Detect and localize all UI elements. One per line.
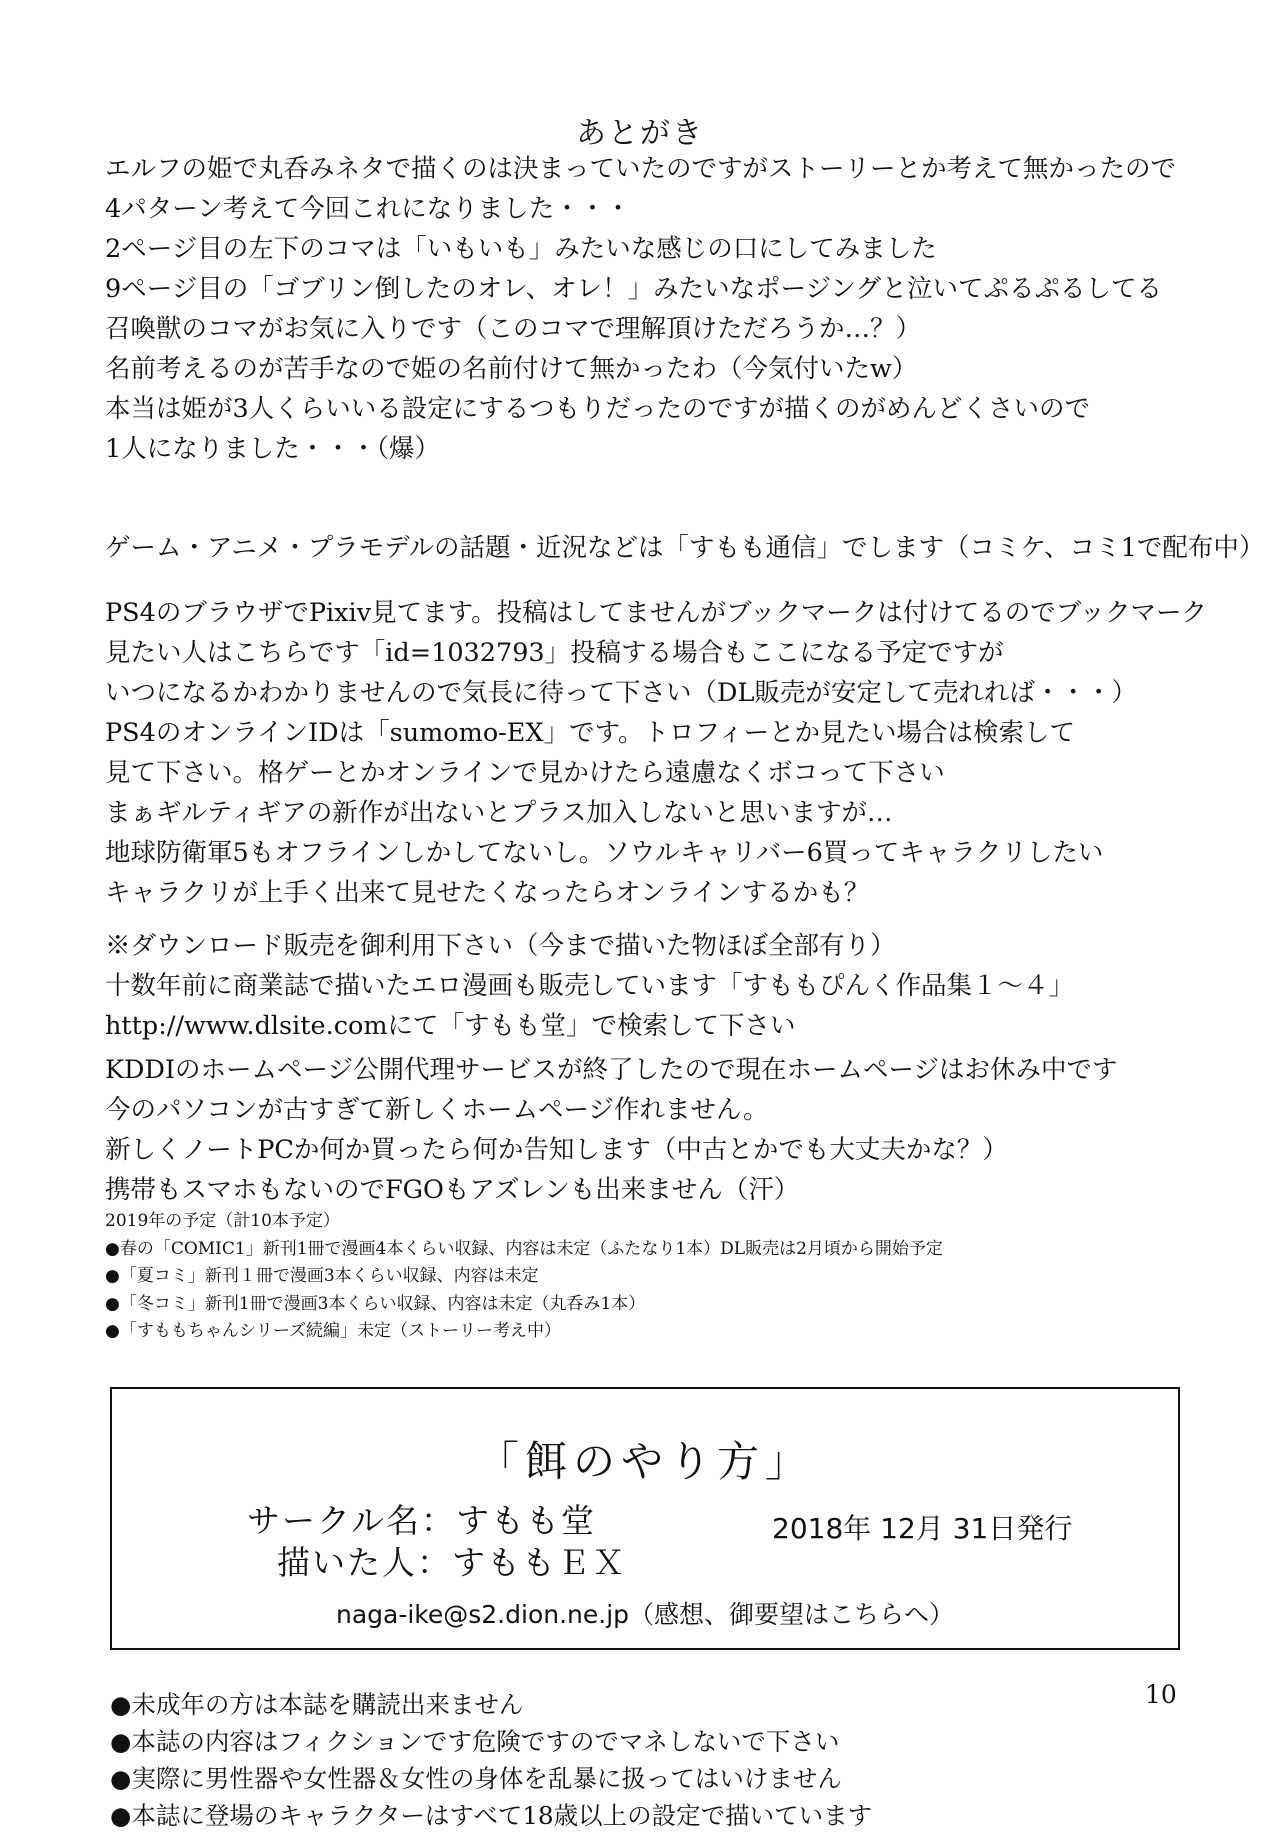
text-line: まぁギルティギアの新作が出ないとプラス加入しないと思いますが… (105, 798, 893, 828)
text-line: いつになるかわかりませんので気長に待って下さい（DL販売が安定して売れれば・・・） (105, 678, 1137, 708)
schedule-item: ●「すももちゃんシリーズ続編」未定（ストーリー考え中） (105, 1321, 561, 1341)
text-line: 召喚獣のコマがお気に入りです（このコマで理解頂けただろうか…？） (105, 314, 922, 344)
text-line: 1人になりました・・・（爆） (105, 434, 440, 464)
schedule-item: ●「冬コミ」新刊1冊で漫画3本くらい収録、内容は未定（丸呑み1本） (105, 1293, 646, 1314)
text-line: 十数年前に商業誌で描いたエロ漫画も販売しています「すももぴんく作品集１～４」 (105, 971, 1075, 1001)
text-line: キャラクリが上手く出来て見せたくなったらオンラインするかも？ (105, 878, 870, 908)
notice-list (110, 1686, 1010, 1834)
text-line: 見て下さい。格ゲーとかオンラインで見かけたら遠慮なくボコって下さい (105, 758, 945, 788)
text-line: 見たい人はこちらです「id=1032793」投稿する場合もここになる予定ですが (105, 638, 1004, 668)
notice-item: ●実際に男性器や女性器＆女性の身体を乱暴に扱ってはいけません (110, 1764, 842, 1793)
text-line: エルフの姫で丸呑みネタで描くのは決まっていたのですがストーリーとか考えて無かったので (105, 154, 1177, 184)
schedule-item: ●「夏コミ」新刊１冊で漫画3本くらい収録、内容は未定 (105, 1266, 539, 1286)
colophon-box (110, 1387, 1180, 1650)
schedule-list (105, 1208, 1225, 1346)
text-line: KDDIのホームページ公開代理サービスが終了したので現在ホームページはお休み中です (105, 1055, 1118, 1085)
text-line: PS4のブラウザでPixiv見てます。投稿はしてませんがブックマークは付けてるのでブックマーク (105, 598, 1207, 628)
hobbies-paragraph (105, 528, 1265, 568)
circle-name: サークル名：すもも堂 (247, 1501, 597, 1540)
text-line: 新しくノートPCか何か買ったら何か告知します（中古とかでも大丈夫かな？） (105, 1135, 1008, 1165)
text-line: 4パターン考えて今回これになりました・・・ (105, 194, 631, 224)
afterword-paragraph (105, 149, 1225, 469)
text-line: 今のパソコンが古すぎて新しくホームページ作れません。 (105, 1095, 769, 1125)
notice-item: ●未成年の方は本誌を購読出来ません (110, 1690, 524, 1719)
ps4-paragraph (105, 713, 1225, 913)
book-title: 「餌のやり方」 (476, 1437, 813, 1486)
text-line: ※ダウンロード販売を御利用下さい（今まで描いた物ほぼ全部有り） (105, 931, 896, 961)
schedule-heading: 2019年の予定（計10本予定） (105, 1211, 340, 1231)
notice-item: ●本誌に登場のキャラクターはすべて18歳以上の設定で描いています (110, 1801, 873, 1830)
text-line: 9ページ目の「ゴブリン倒したのオレ、オレ！」みたいなポージングと泣いてぷるぷるしてる (105, 274, 1163, 304)
schedule-item: ●春の「COMIC1」新刊1冊で漫画4本くらい収録、内容は未定（ふたなり1本）DL販売は2月頃から開始予定 (105, 1238, 943, 1259)
text-line: 地球防衛軍5もオフラインしかしてないし。ソウルキャリバー6買ってキャラクリしたい (105, 838, 1104, 868)
page-title: あとがき (576, 116, 704, 151)
page-number: 10 (1145, 1680, 1177, 1709)
homepage-paragraph (105, 1050, 1225, 1210)
download-paragraph (105, 926, 1225, 1046)
publish-date: 2018年 12月 31日発行 (772, 1512, 1073, 1545)
text-line: PS4のオンラインIDは「sumomo-EX」です。トロフィーとか見たい場合は検索して (105, 718, 1075, 748)
text-line: 携帯もスマホもないのでFGOもアズレンも出来ません（汗） (105, 1175, 800, 1205)
text-line: 名前考えるのが苦手なので姫の名前付けて無かったわ（今気付いたw） (105, 354, 918, 384)
contact-email: naga-ike@s2.dion.ne.jp（感想、御要望はこちらへ） (335, 1600, 955, 1629)
notice-item: ●本誌の内容はフィクションです危険ですのでマネしないで下さい (110, 1727, 840, 1756)
author-name: 描いた人：すももＥＸ (277, 1543, 627, 1582)
text-line: 本当は姫が3人くらいいる設定にするつもりだったのですが描くのがめんどくさいので (105, 394, 1090, 424)
text-line: http://www.dlsite.comにて「すもも堂」で検索して下さい (105, 1011, 796, 1041)
text-line: 2ページ目の左下のコマは「いもいも」みたいな感じの口にしてみました (105, 234, 937, 264)
pixiv-paragraph (105, 593, 1225, 713)
text-line: ゲーム・アニメ・プラモデルの話題・近況などは「すもも通信」でします（コミケ、コミ1で配布中） (105, 533, 1265, 563)
